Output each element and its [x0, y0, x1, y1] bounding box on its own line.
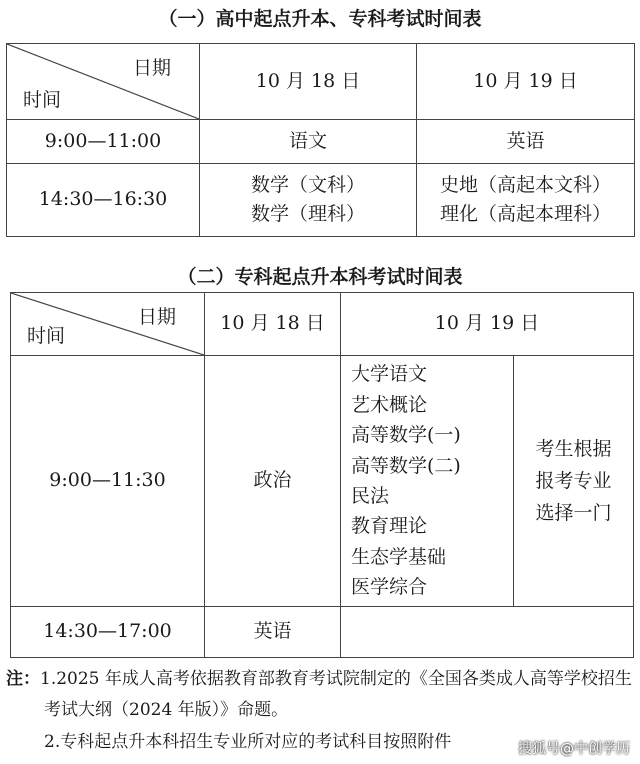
table1-corner-time: 时间: [23, 88, 62, 111]
table1-title: （一）高中起点升本、专科考试时间表: [158, 8, 482, 30]
subject: 艺术概论: [351, 393, 428, 416]
subject: 高等数学(一): [351, 424, 461, 447]
table1-row1-day2: 英语: [417, 120, 635, 164]
subject: 高等数学(二): [351, 454, 461, 477]
subject: 理化（高起本理科）: [439, 203, 611, 225]
table2-corner-time: 时间: [27, 324, 66, 347]
table1-corner-date: 日期: [132, 57, 171, 79]
exam-schedule-table-2: [10, 292, 634, 658]
table2-title: （二）专科起点升本科考试时间表: [177, 266, 463, 288]
notes-label: 注：: [6, 669, 40, 689]
subject: 史地（高起本文科）: [439, 173, 611, 196]
table2-header-day2: 10 月 19 日: [341, 293, 634, 356]
table2-row1-time: 9:00—11:30: [11, 356, 205, 607]
table1-header-day1: 10 月 18 日: [200, 44, 417, 120]
table2-row2-day1: 英语: [205, 607, 341, 658]
subject: 民法: [351, 485, 390, 507]
subject: 大学语文: [351, 363, 428, 386]
table1-row1-time: 9:00—11:00: [7, 120, 200, 164]
subject: 数学（理科）: [250, 203, 365, 225]
note-1: [6, 664, 636, 727]
exam-schedule-table-1: [6, 43, 635, 237]
table2-header-day1: 10 月 18 日: [205, 293, 341, 356]
note-line: 报考专业: [535, 469, 612, 492]
table1-corner-cell: [7, 44, 200, 120]
table2-row1-day1: 政治: [205, 356, 341, 607]
table1-row2-time: 14:30—16:30: [7, 164, 200, 237]
table1-row2-day2: [417, 164, 635, 237]
table2-row1-day2-subjects: [341, 356, 514, 607]
table1-row1-day1: 语文: [200, 120, 417, 164]
watermark: 搜狐号@中创学历: [518, 741, 630, 757]
subject: 数学（文科）: [250, 173, 365, 196]
subject: 生态学基础: [351, 545, 447, 568]
note-line: 考生根据: [535, 437, 612, 460]
note-line: 选择一门: [535, 502, 612, 525]
subject: 教育理论: [351, 515, 428, 538]
table1-row2-day1: [200, 164, 417, 237]
table2-row2-time: 14:30—17:00: [11, 607, 205, 658]
table2-corner-cell: [11, 293, 205, 356]
table1-header-day2: 10 月 19 日: [417, 44, 635, 120]
note-1-text: 1.2025 年成人高考依据教育部教育考试院制定的《全国各类成人高等学校招生考试大纲（2024 年版）》命题。: [40, 669, 632, 721]
table2-corner-date: 日期: [137, 306, 176, 328]
table2-row1-day2-note: [514, 356, 634, 607]
table2-row2-day2: [341, 607, 634, 658]
note-2-text: 2.专科起点升本科招生专业所对应的考试科目按照附件: [44, 731, 452, 752]
subject: 医学综合: [351, 576, 428, 599]
